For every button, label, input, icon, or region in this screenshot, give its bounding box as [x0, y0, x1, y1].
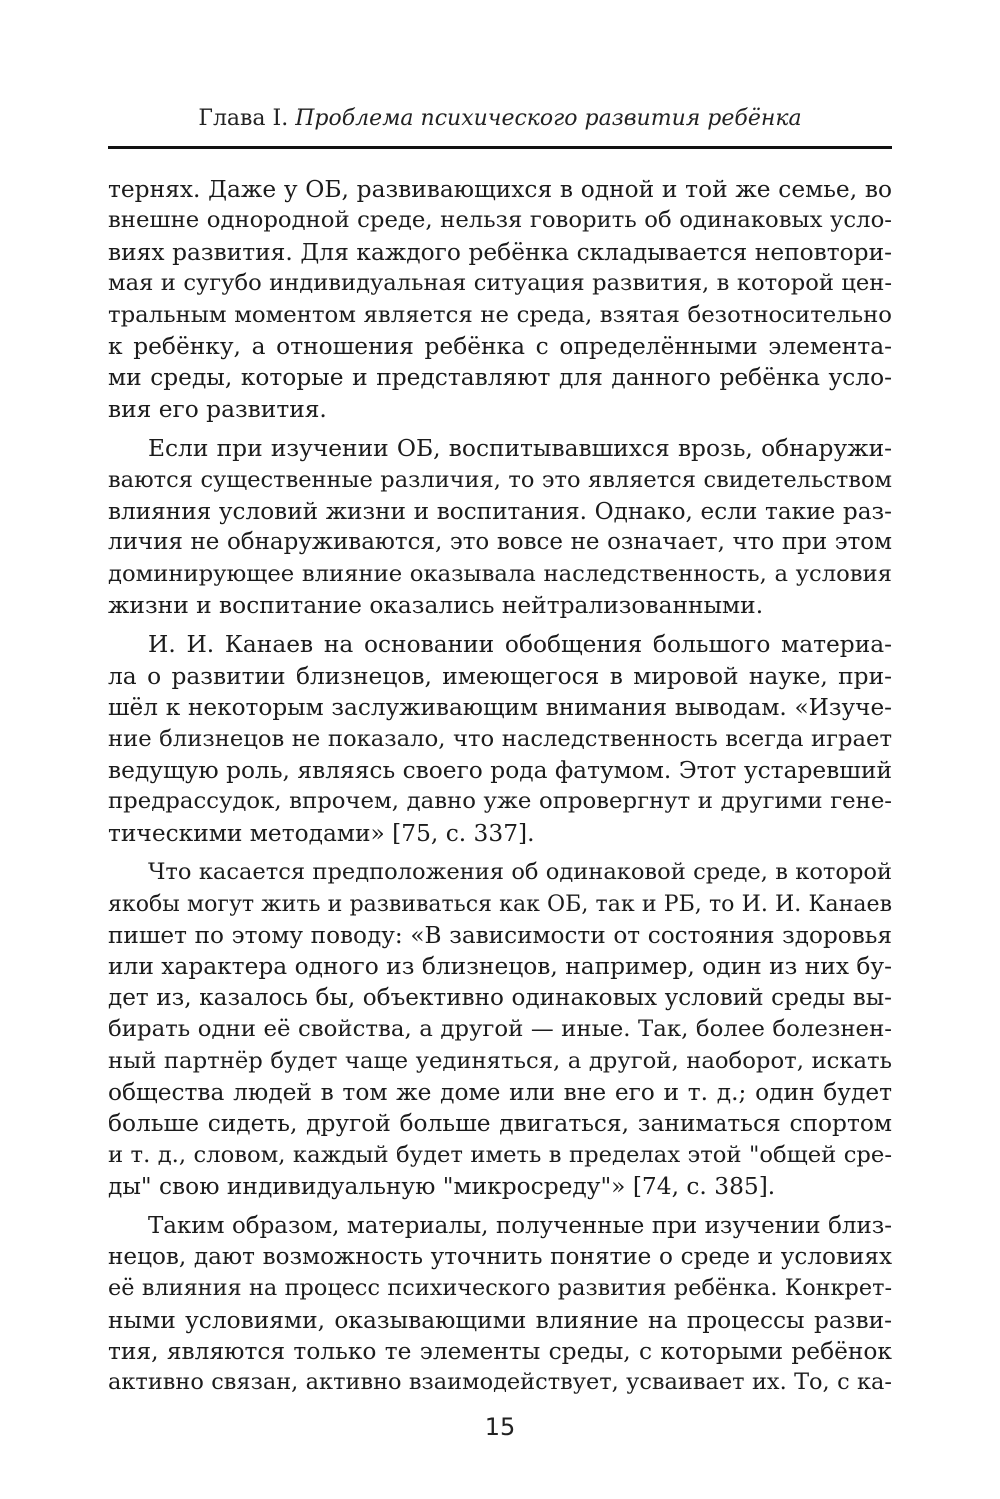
text-line: её влияния на процесс психического развития ребёнка. Конкрет-: [108, 1275, 892, 1302]
text-line: тернях. Даже у ОБ, развивающихся в одной и той же семье, во: [108, 176, 892, 203]
paragraph-2: [108, 433, 892, 621]
text-line: общества людей в том же доме или вне его и т. д.; один будет: [108, 1078, 892, 1106]
page-number: 15: [484, 1413, 516, 1441]
text-line: И. И. Канаев на основании обобщения большого материа-: [148, 631, 892, 659]
text-line: якобы могут жить и развиваться как ОБ, так и РБ, то И. И. Канаев: [108, 891, 892, 917]
text-line: дет из, казалось бы, объективно одинаковых условий среды вы-: [108, 984, 892, 1011]
text-line: ными условиями, оказывающими влияние на процессы разви-: [108, 1306, 892, 1334]
text-line: внешне однородной среде, нельзя говорить об одинаковых усло-: [108, 207, 892, 234]
text-line: больше сидеть, другой больше двигаться, заниматься спортом: [108, 1110, 892, 1138]
text-line: бирать одни её свойства, а другой — иные. Так, более болезнен-: [108, 1016, 892, 1043]
body-text: [108, 174, 892, 1399]
paragraph-4: [108, 857, 892, 1202]
text-line: ный партнёр будет чаще уединяться, а другой, наоборот, искать: [108, 1047, 892, 1074]
text-line: личия не обнаруживаются, это вовсе не означает, что при этом: [108, 529, 892, 556]
text-line: ваются существенные различия, то это является свидетельством: [108, 466, 892, 493]
text-line: активно связан, активно взаимодействует, усваивает их. То, с ка-: [108, 1369, 892, 1396]
text-line: ние близнецов не показало, что наследственность всегда играет: [108, 725, 892, 752]
text-line: Таким образом, материалы, полученные при изучении близ-: [148, 1212, 892, 1239]
text-line: доминирующее влияние оказывала наследственность, а условия: [108, 560, 892, 587]
text-line: ведущую роль, являясь своего рода фатумом. Этот устаревший: [108, 757, 892, 785]
text-line: предрассудок, впрочем, давно уже опровергнут и другими гене-: [108, 788, 892, 815]
text-line: вия его развития.: [108, 395, 327, 423]
text-line: шёл к некоторым заслуживающим внимания выводам. «Изуче-: [108, 694, 892, 722]
text-line: тральным моментом является не среда, взятая безотносительно: [108, 301, 892, 328]
header-rule: [108, 146, 892, 149]
text-line: ла о развитии близнецов, имеющегося в мировой науке, при-: [108, 662, 892, 690]
text-line: мая и сугубо индивидуальная ситуация развития, в которой цен-: [108, 270, 892, 297]
text-line: Что касается предположения об одинаковой среде, в которой: [148, 859, 892, 886]
text-line: или характера одного из близнецов, например, один из них бу-: [108, 953, 892, 981]
text-line: виях развития. Для каждого ребёнка складывается неповтори-: [108, 238, 892, 266]
text-line: нецов, дают возможность уточнить понятие о среде и условиях: [108, 1243, 892, 1270]
text-line: влияния условий жизни и воспитания. Однако, если такие раз-: [108, 497, 892, 525]
text-line: ми среды, которые и представляют для данного ребёнка усло-: [108, 364, 892, 392]
text-line: Если при изучении ОБ, воспитывавшихся врозь, обнаружи-: [148, 435, 892, 463]
text-line: тия, являются только те элементы среды, с которыми ребёнок: [108, 1338, 892, 1366]
text-line: к ребёнку, а отношения ребёнка с определёнными элемента-: [108, 332, 892, 360]
text-line: и т. д., словом, каждый будет иметь в пределах этой "общей сре-: [108, 1141, 892, 1168]
text-line: пишет по этому поводу: «В зависимости от состояния здоровья: [108, 921, 892, 949]
paragraph-1: [108, 174, 892, 425]
text-line: тическими методами» [75, с. 337].: [108, 819, 535, 847]
paragraph-3: [108, 629, 892, 849]
running-head: [108, 104, 892, 134]
text-line: ды" свою индивидуальную "микросреду"» [74, с. 385].: [108, 1173, 776, 1201]
paragraph-5: [108, 1211, 892, 1399]
chapter-title: Проблема психического развития ребёнка: [295, 106, 802, 131]
text-line: жизни и воспитание оказались нейтрализованными.: [108, 592, 764, 620]
chapter-label: Глава I.: [198, 106, 289, 131]
